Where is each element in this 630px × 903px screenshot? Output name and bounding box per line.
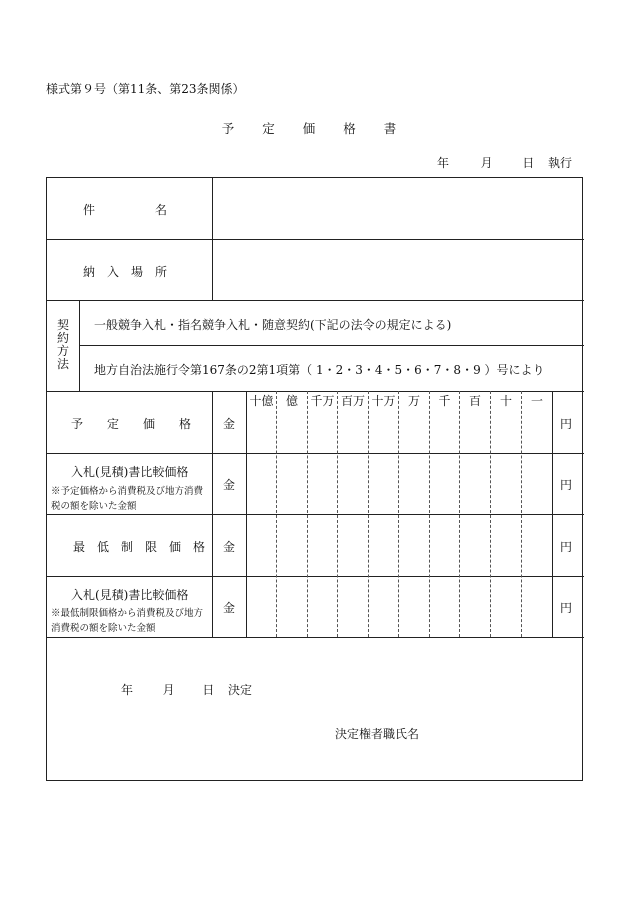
comparison-price-label: 入札(見積)書比較価格: [71, 465, 189, 479]
digit-header: 億: [285, 394, 298, 408]
decision-month: 月: [162, 683, 175, 697]
minimum-price-label: 最 低 制 限 価 格: [73, 540, 206, 554]
digit-header: 千万: [310, 394, 335, 408]
item-name-field[interactable]: [217, 182, 577, 236]
form-number: 様式第９号（第11条、第23条関係）: [46, 82, 245, 96]
digit-header: 十万: [371, 394, 396, 408]
authority-name-field[interactable]: [435, 720, 575, 744]
currency-prefix: 金: [223, 417, 236, 431]
decision-date: [121, 681, 252, 698]
comparison-price-note: ※予定価格から消費税及び地方消費税の額を除いた金額: [51, 486, 204, 512]
currency-prefix: 金: [223, 478, 236, 492]
exec-suffix: 執行: [547, 156, 572, 170]
decision-day: 日: [202, 683, 215, 697]
digit-header: 百万: [340, 394, 365, 408]
currency-prefix: 金: [223, 601, 236, 615]
decision-year: 年: [121, 683, 134, 697]
comparison-price-amount[interactable]: [247, 455, 552, 513]
digit-header: 万: [407, 394, 420, 408]
digit-header: 十億: [249, 394, 274, 408]
contract-method-label: 契約方法: [56, 318, 69, 371]
planned-price-amount[interactable]: [247, 408, 552, 452]
execution-date: [437, 154, 572, 171]
authority-label: 決定権者職氏名: [335, 727, 420, 741]
digit-header: 千: [438, 394, 451, 408]
item-name-label: 件 名: [83, 203, 168, 217]
exec-year: 年: [436, 156, 449, 170]
form-table: [46, 177, 583, 781]
comparison-minimum-label: 入札(見積)書比較価格: [71, 588, 189, 602]
contract-method-options[interactable]: 一般競争入札・指名競争入札・随意契約(下記の法令の規定による): [94, 318, 452, 332]
delivery-place-label: 納 入 場 所: [83, 265, 168, 279]
digit-header: 一: [530, 394, 543, 408]
currency-suffix: 円: [560, 478, 573, 492]
decision-suffix: 決定: [228, 683, 253, 697]
currency-suffix: 円: [560, 417, 573, 431]
planned-price-label: 予 定 価 格: [71, 417, 192, 431]
currency-prefix: 金: [223, 540, 236, 554]
digit-header: 十: [499, 394, 512, 408]
document-title: 予 定 価 格 書: [221, 121, 409, 136]
delivery-place-field[interactable]: [217, 243, 577, 297]
comparison-minimum-amount[interactable]: [247, 578, 552, 636]
comparison-minimum-note: ※最低制限価格から消費税及び地方消費税の額を除いた金額: [51, 608, 204, 634]
currency-suffix: 円: [560, 601, 573, 615]
contract-method-law[interactable]: 地方自治法施行令第167条の2第1項第（ 1・2・3・4・5・6・7・8・9 ）号により: [94, 363, 545, 377]
exec-day: 日: [522, 156, 535, 170]
digit-header: 百: [468, 394, 481, 408]
currency-suffix: 円: [560, 540, 573, 554]
exec-month: 月: [480, 156, 493, 170]
minimum-price-amount[interactable]: [247, 516, 552, 574]
